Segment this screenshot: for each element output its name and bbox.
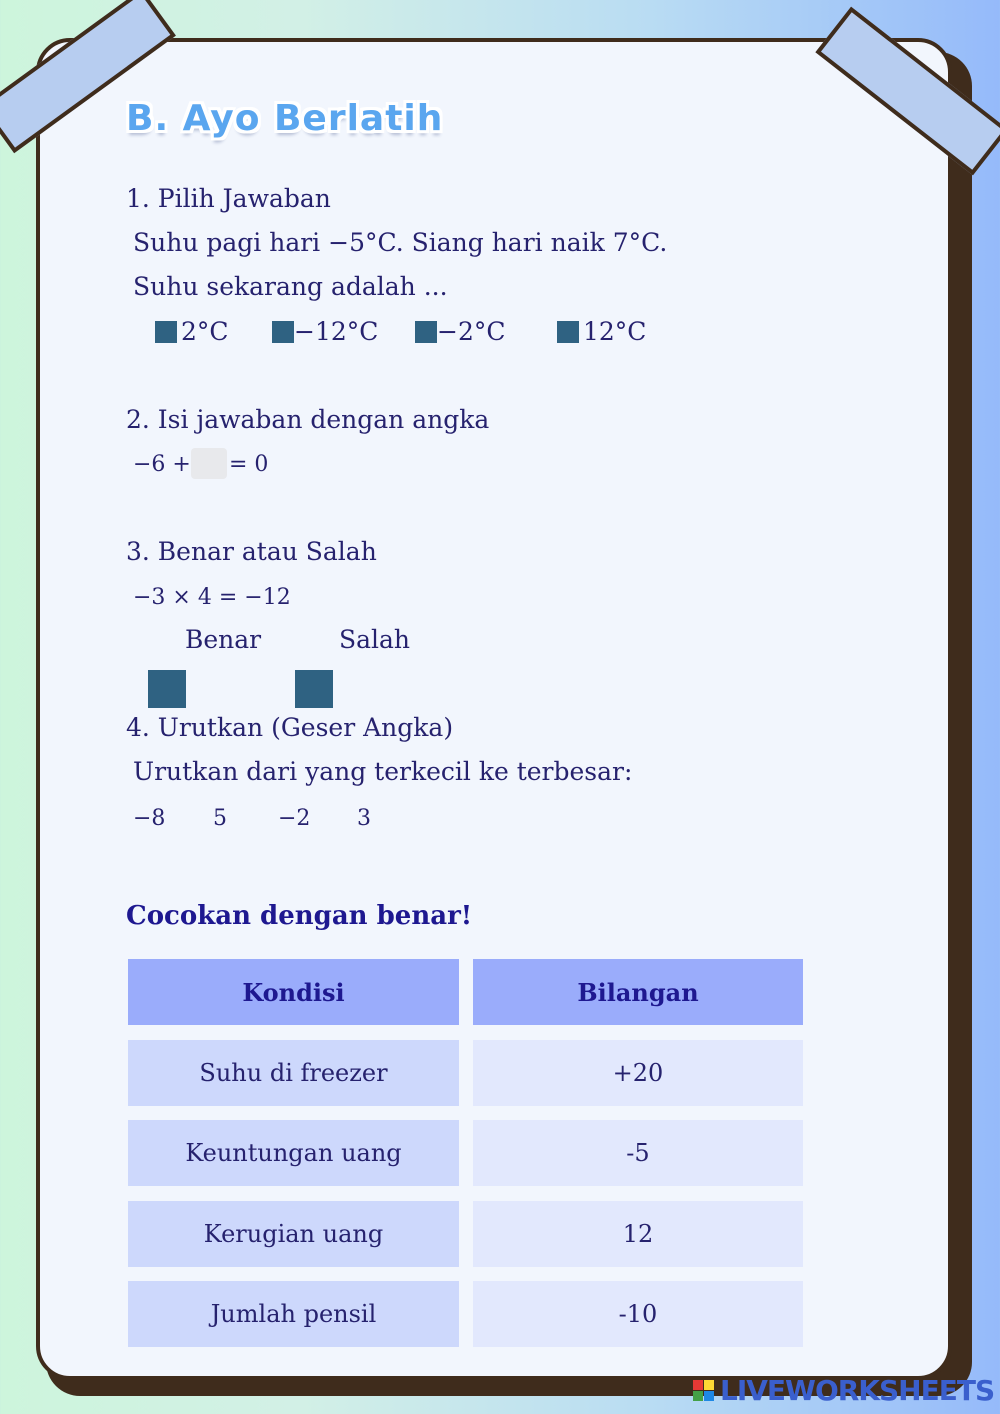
option-checkbox[interactable] xyxy=(415,321,437,343)
option-checkbox[interactable] xyxy=(155,321,177,343)
draggable-number[interactable]: −8 xyxy=(133,806,166,831)
q2-heading: 2. Isi jawaban dengan angka xyxy=(126,405,490,434)
option-label: −12°C xyxy=(294,317,379,346)
match-right-item[interactable]: -5 xyxy=(473,1120,803,1186)
option-label: −2°C xyxy=(437,317,506,346)
draggable-number[interactable]: 5 xyxy=(213,806,227,831)
false-checkbox[interactable] xyxy=(295,670,333,708)
draggable-number[interactable]: −2 xyxy=(278,806,311,831)
q2-equation-left: −6 + xyxy=(133,452,191,477)
false-label: Salah xyxy=(339,625,411,654)
draggable-number[interactable]: 3 xyxy=(357,806,371,831)
match-title: Cocokan dengan benar! xyxy=(126,901,473,931)
match-left-item[interactable]: Keuntungan uang xyxy=(128,1120,459,1186)
q1-option[interactable] xyxy=(415,317,505,346)
logo-text: LIVEWORKSHEETS xyxy=(720,1374,995,1407)
q4-heading: 4. Urutkan (Geser Angka) xyxy=(126,713,454,742)
answer-input[interactable] xyxy=(191,448,227,479)
q1-option[interactable] xyxy=(557,317,646,346)
match-right-item[interactable]: +20 xyxy=(473,1040,803,1106)
q2-equation-right: = 0 xyxy=(229,452,269,477)
option-checkbox[interactable] xyxy=(557,321,579,343)
page-title: B. Ayo Berlatih xyxy=(126,98,444,139)
option-checkbox[interactable] xyxy=(272,321,294,343)
true-checkbox[interactable] xyxy=(148,670,186,708)
q1-heading: 1. Pilih Jawaban xyxy=(126,184,331,213)
q4-instruction: Urutkan dari yang terkecil ke terbesar: xyxy=(133,757,633,786)
logo-icon xyxy=(693,1380,714,1401)
q3-heading: 3. Benar atau Salah xyxy=(126,537,377,566)
match-left-item[interactable]: Kerugian uang xyxy=(128,1201,459,1267)
q1-option[interactable] xyxy=(155,317,229,346)
match-left-item[interactable]: Suhu di freezer xyxy=(128,1040,459,1106)
q1-option[interactable] xyxy=(272,317,378,346)
q1-text: Suhu sekarang adalah ... xyxy=(133,272,448,301)
q1-text: Suhu pagi hari −5°C. Siang hari naik 7°C. xyxy=(133,228,668,257)
match-left-item[interactable]: Jumlah pensil xyxy=(128,1281,459,1347)
liveworksheets-logo xyxy=(693,1374,994,1407)
match-right-item[interactable]: -10 xyxy=(473,1281,803,1347)
column-header-kondisi: Kondisi xyxy=(128,959,459,1025)
option-label: 2°C xyxy=(181,317,229,346)
column-header-bilangan: Bilangan xyxy=(473,959,803,1025)
option-label: 12°C xyxy=(583,317,647,346)
q3-statement: −3 × 4 = −12 xyxy=(133,585,291,610)
true-label: Benar xyxy=(185,625,262,654)
match-right-item[interactable]: 12 xyxy=(473,1201,803,1267)
